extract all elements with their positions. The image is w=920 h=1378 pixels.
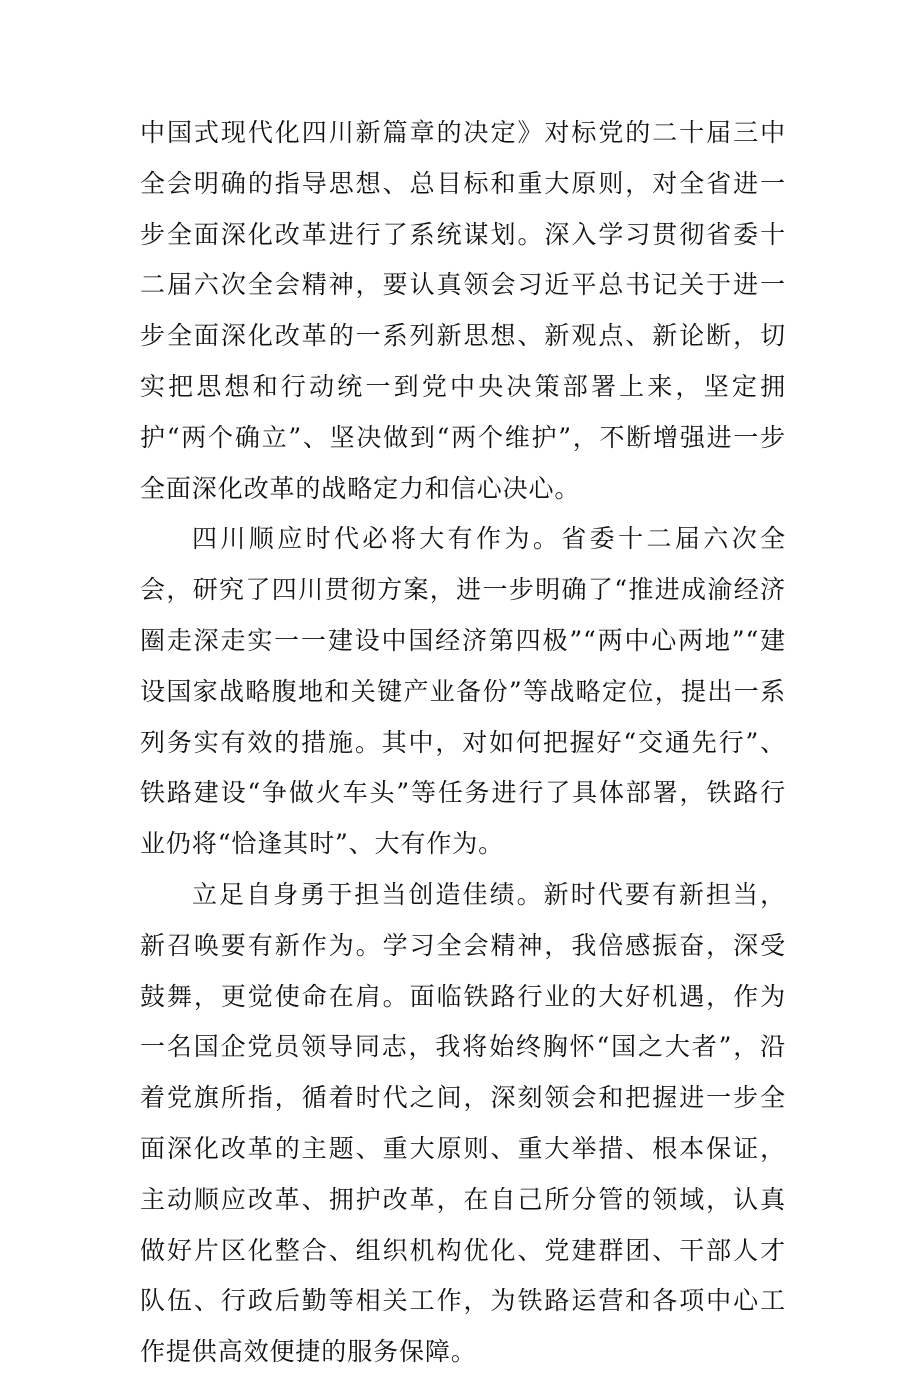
document-body — [140, 108, 786, 1378]
paragraph-sichuan-opportunity: 四川顺应时代必将大有作为。省委十二届六次全会，研究了四川贯彻方案，进一步明确了“推进成渝经济圈走深走实一一建设中国经济第四极”“两中心两地”“建设国家战略腹地和关键产业备份”等战略定位，提出一系列务实有效的措施。其中，对如何把握好“交通先行”、铁路建设“争做火车头”等任务进行了具体部署，铁路行业仍将“恰逢其时”、大有作为。 — [140, 524, 786, 859]
paragraph-continuation: 中国式现代化四川新篇章的决定》对标党的二十届三中全会明确的指导思想、总目标和重大原则，对全省进一步全面深化改革进行了系统谋划。深入学习贯彻省委十二届六次全会精神，要认真领会习近平总书记关于进一步全面深化改革的一系列新思想、新观点、新论断，切实把思想和行动统一到党中央决策部署上来，坚定拥护“两个确立”、坚决做到“两个维护”，不断增强进一步全面深化改革的战略定力和信心决心。 — [140, 118, 786, 503]
paragraph-personal-commitment: 立足自身勇于担当创造佳绩。新时代要有新担当，新召唤要有新作为。学习全会精神，我倍感振奋，深受鼓舞，更觉使命在肩。面临铁路行业的大好机遇，作为一名国企党员领导同志，我将始终胸怀“国之大者”，沿着党旗所指，循着时代之间，深刻领会和把握进一步全面深化改革的主题、重大原则、重大举措、根本保证，主动顺应改革、拥护改革，在自己所分管的领域，认真做好片区化整合、组织机构优化、党建群团、干部人才队伍、行政后勤等相关工作，为铁路运营和各项中心工作提供高效便捷的服务保障。 — [140, 879, 786, 1367]
